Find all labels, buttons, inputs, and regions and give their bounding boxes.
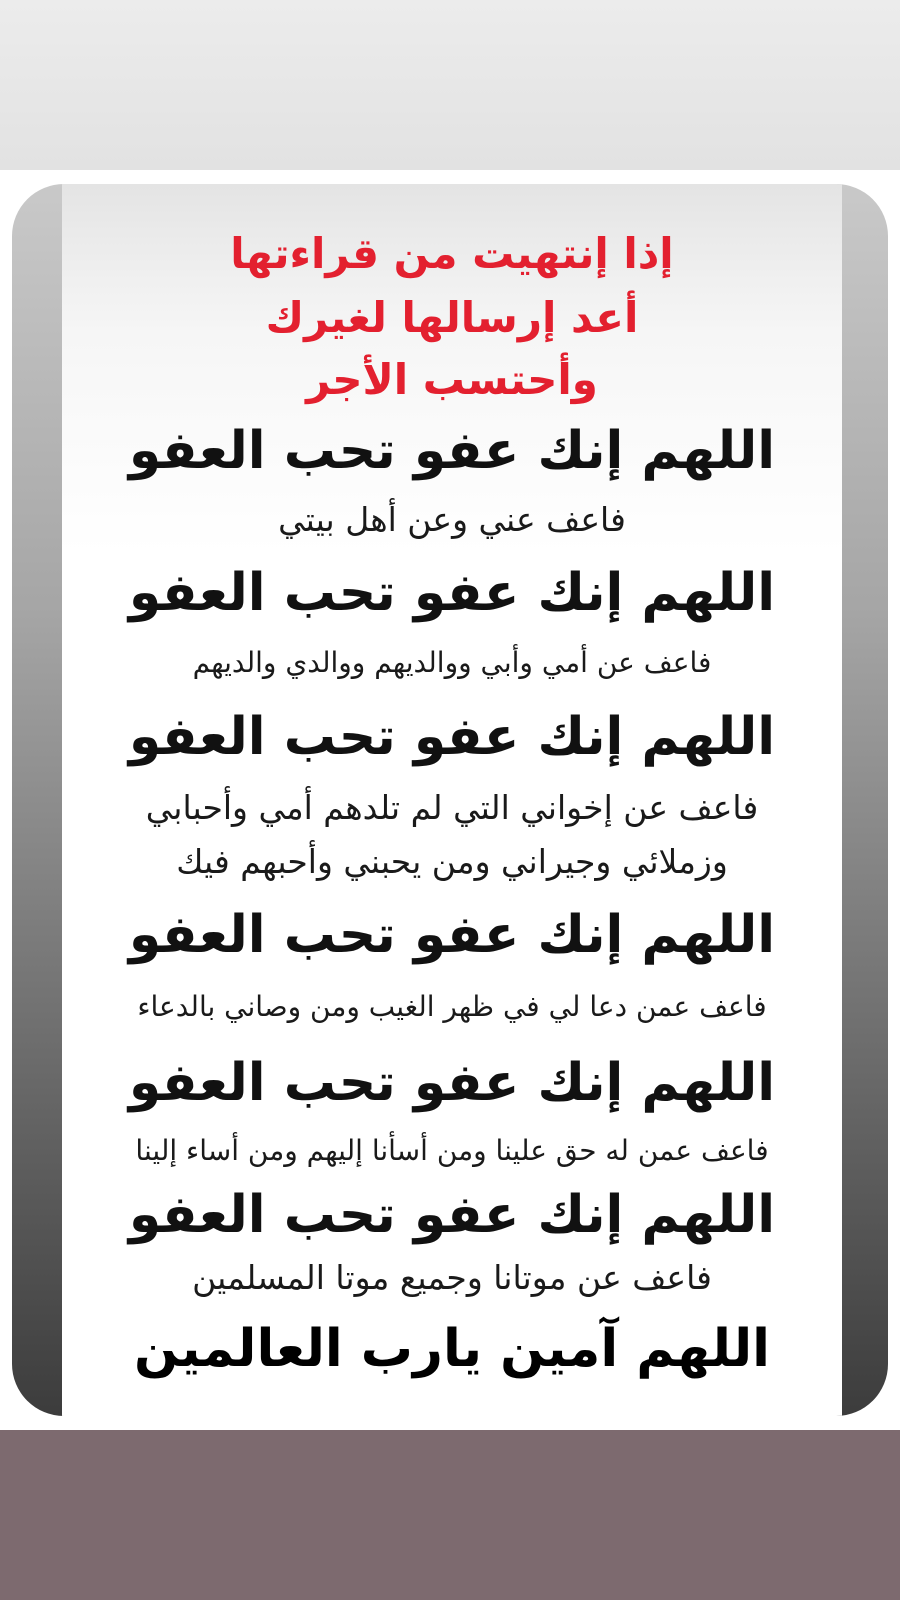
image-frame	[8, 172, 892, 1422]
bottom-band	[0, 1430, 900, 1600]
intro-line-2: أعد إرسالها لغيرك	[265, 293, 639, 342]
closing-line: اللهم آمين يارب العالمين	[134, 1319, 770, 1379]
refrain-heading-6: اللهم إنك عفو تحب العفو	[128, 1185, 776, 1245]
supplication-line-7: فاعف عن موتانا وجميع موتا المسلمين	[192, 1258, 712, 1297]
supplication-line-6: فاعف عمن له حق علينا ومن أسأنا إليهم ومن أساء إلينا	[135, 1134, 769, 1167]
refrain-heading-3: اللهم إنك عفو تحب العفو	[128, 707, 776, 767]
frame-border	[12, 184, 888, 1416]
prayer-card	[62, 184, 842, 1416]
supplication-line-5: فاعف عمن دعا لي في ظهر الغيب ومن وصاني بالدعاء	[137, 990, 767, 1023]
intro-line-1: إذا إنتهيت من قراءتها	[230, 229, 674, 278]
top-band	[0, 0, 900, 170]
supplication-line-1: فاعف عني وعن أهل بيتي	[278, 500, 626, 539]
supplication-line-3: فاعف عن إخواني التي لم تلدهم أمي وأحبابي	[145, 788, 759, 827]
refrain-heading-5: اللهم إنك عفو تحب العفو	[128, 1053, 776, 1113]
intro-line-3: وأحتسب الأجر	[306, 355, 598, 404]
refrain-heading-4: اللهم إنك عفو تحب العفو	[128, 905, 776, 965]
refrain-heading-2: اللهم إنك عفو تحب العفو	[128, 563, 776, 623]
supplication-line-4: وزملائي وجيراني ومن يحبني وأحبهم فيك	[176, 842, 728, 881]
refrain-heading-1: اللهم إنك عفو تحب العفو	[128, 421, 776, 481]
supplication-line-2: فاعف عن أمي وأبي ووالديهم ووالدي والديهم	[192, 646, 712, 679]
